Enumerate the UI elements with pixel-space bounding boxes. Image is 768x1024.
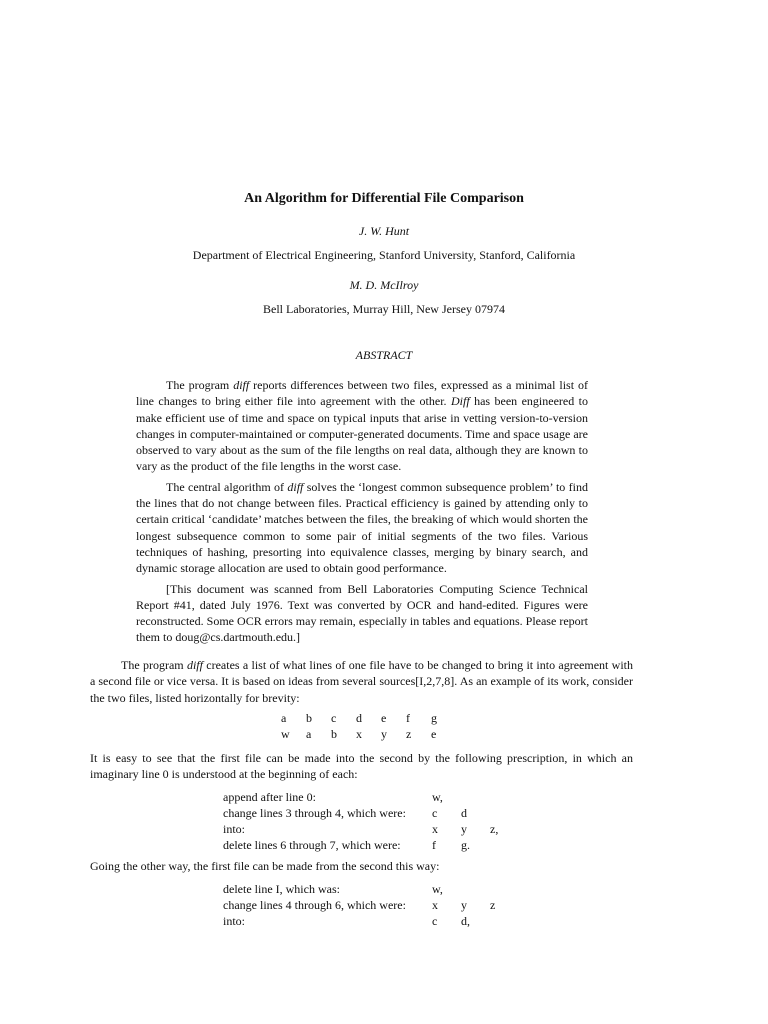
file-line: e [381, 711, 387, 725]
text-run: solves the ‘longest common subsequence problem’ to find the lines that do not change between files. Practical efficiency is gained by attending only to certain critical ‘candidate’ matches between the files, the breaking of which would shorten the longest subsequence common to some pair of initial segments of the two files. Various techniques of hashing, presorting into equivalence classes, merging by binary search, and dynamic storage allocation are used to obtain good performance. [136, 479, 588, 576]
author-affiliation: Department of Electrical Engineering, Stanford University, Stanford, California [192, 248, 576, 262]
edit-line [490, 837, 519, 853]
paper-title: An Algorithm for Differential File Comparison [244, 191, 524, 206]
edit-line [490, 805, 519, 821]
prescription-table [223, 789, 519, 853]
edit-line: c [432, 806, 438, 820]
edit-line: d [461, 806, 467, 820]
edit-line: x [432, 822, 438, 836]
text-run: reports differences between two files, expressed as a minimal list of line changes to bring either file into agreement with the other. [136, 378, 589, 409]
edit-line: g. [461, 838, 470, 852]
file-listing [281, 710, 456, 742]
edit-line [490, 789, 519, 805]
text-run: The program [121, 658, 187, 672]
file-line: f [406, 711, 410, 725]
file-line: g [431, 711, 437, 725]
edit-step [223, 881, 519, 897]
file-line: x [356, 727, 362, 741]
intro-paragraph [90, 657, 633, 706]
reverse-table [223, 881, 519, 929]
file-row [281, 726, 456, 742]
edit-label: append after line 0: [223, 790, 316, 804]
prescription-intro [90, 750, 633, 783]
edit-line: y [461, 898, 467, 912]
text-run: has been engineered to make efficient use of time and space on typical inputs that arise in vetting version-to-version changes in computer-maintained or computer-generated documents. Time and space usage are observed to vary about as the sum of the file lengths on real data, although they are known to vary as the product of the file lengths in the worst case. [136, 394, 588, 474]
file-line: z [406, 727, 412, 741]
edit-step [223, 837, 519, 853]
abstract-note: [This document was scanned from Bell Laboratories Computing Science Technical Report #41, dated July 1976. Text was converted by OCR and hand-edited. Figures were reconstructed. Some OCR errors may remain, especially in tables and equations. Please report them to doug@cs.dartmouth.edu.] [136, 581, 588, 645]
edit-line [461, 881, 490, 897]
edit-label: into: [223, 914, 246, 928]
edit-line: c [432, 914, 438, 928]
file-line: b [331, 727, 337, 741]
abstract-paragraph [136, 377, 588, 475]
abstract-heading: ABSTRACT [355, 348, 413, 362]
text-run: creates a list of what lines of one file have to be changed to bring it into agreement with a second file or vice versa. It is based on ideas from several sources[I,2,7,8]. As an example of its work, consider the two files, listed horizontally for brevity: [90, 658, 634, 705]
edit-step [223, 913, 519, 929]
edit-line: z [490, 898, 496, 912]
text-run: The program [166, 378, 234, 392]
edit-step [223, 821, 519, 837]
edit-line [461, 789, 490, 805]
abstract-text [136, 377, 588, 650]
edit-line: x [432, 898, 438, 912]
edit-step [223, 805, 519, 821]
edit-label: change lines 3 through 4, which were: [223, 806, 406, 820]
file-line: b [306, 711, 312, 725]
edit-line: f [432, 838, 436, 852]
edit-step [223, 897, 519, 913]
author-affiliation: Bell Laboratories, Murray Hill, New Jersey 07974 [263, 302, 505, 316]
program-name: Diff [450, 394, 470, 409]
edit-line [490, 913, 519, 929]
text-run: The central algorithm of [166, 479, 288, 494]
file-row [281, 710, 456, 726]
edit-step [223, 789, 519, 805]
edit-line: y [461, 822, 467, 836]
file-line: e [431, 727, 437, 741]
author-name: J. W. Hunt [358, 224, 410, 238]
text-run: Going the other way, the first file can be made from the second this way: [90, 859, 440, 873]
edit-line: d, [461, 914, 470, 928]
program-name: diff [287, 479, 304, 494]
file-line: a [281, 711, 287, 725]
edit-label: change lines 4 through 6, which were: [223, 898, 406, 912]
abstract-paragraph [136, 479, 588, 577]
edit-line: w, [432, 882, 443, 896]
edit-line: w, [432, 790, 443, 804]
program-name: diff [233, 378, 250, 392]
file-line: d [356, 711, 362, 725]
file-line: w [281, 727, 290, 741]
file-line: c [331, 711, 337, 725]
reverse-intro [90, 858, 633, 874]
edit-label: delete line I, which was: [223, 882, 340, 896]
file-line: a [306, 727, 312, 741]
edit-label: delete lines 6 through 7, which were: [223, 838, 401, 852]
author-name: M. D. McIlroy [349, 278, 419, 292]
text-run: It is easy to see that the first file can be made into the second by the following prescription, in which an imaginary line 0 is understood at the beginning of each: [90, 751, 633, 782]
edit-line [490, 881, 519, 897]
edit-label: into: [223, 822, 246, 836]
file-line: y [381, 727, 387, 741]
program-name: diff [186, 658, 203, 672]
edit-line: z, [490, 822, 499, 836]
